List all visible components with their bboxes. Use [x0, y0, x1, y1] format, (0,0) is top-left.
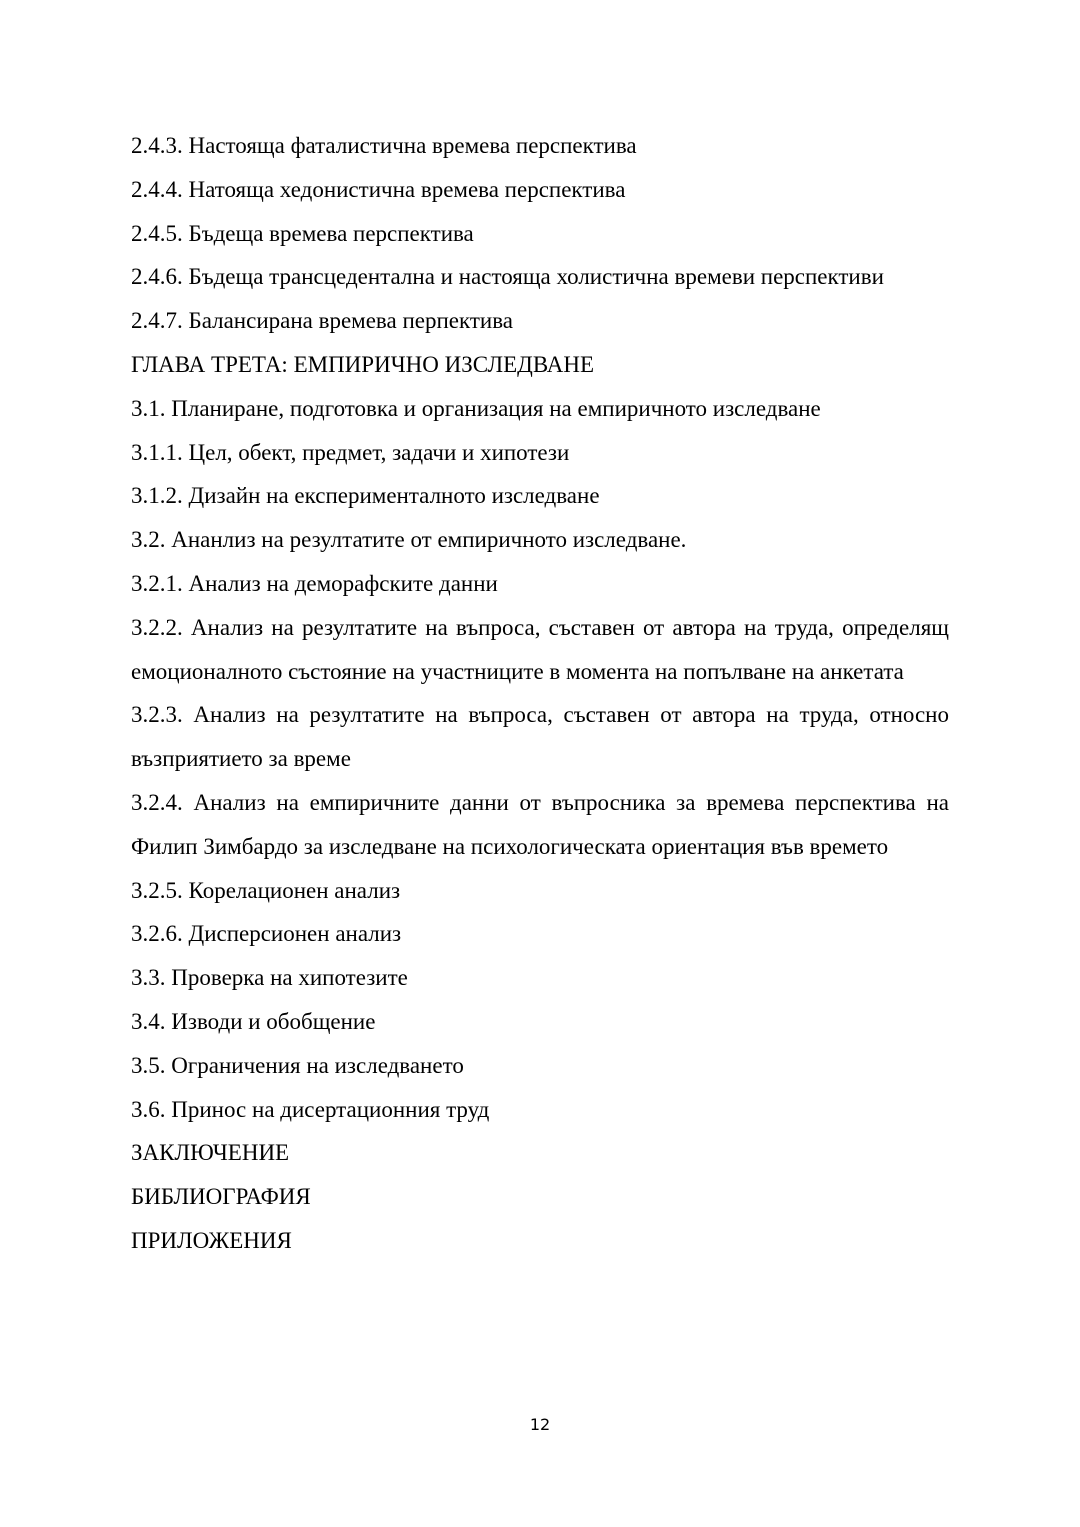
toc-entry: 3.2.1. Анализ на деморафските данни [131, 570, 498, 596]
toc-entry: 3.2.5. Корелационен анализ [131, 877, 401, 903]
toc-entry: 3.1. Планиране, подготовка и организация на емпиричното изследване [131, 395, 821, 421]
toc-entry: 2.4.7. Балансирана времева перпектива [131, 308, 513, 334]
page-number: 12 [529, 1415, 551, 1434]
toc-entry: 3.1.2. Дизайн на експерименталното изследване [131, 483, 600, 509]
toc-entry: 2.4.6. Бъдеща трансцедентална и настояща холистична времеви перспективи [131, 264, 884, 290]
toc-entry: 3.5. Ограничения на изследването [131, 1052, 464, 1078]
toc-entry: 3.3. Проверка на хипотезите [131, 965, 408, 991]
table-of-contents [131, 124, 949, 1263]
section-heading-conclusion: ЗАКЛЮЧЕНИЕ [131, 1140, 290, 1166]
toc-entry: 3.2. Ананлиз на резултатите от емпиричното изследване. [131, 527, 687, 553]
section-heading-appendices: ПРИЛОЖЕНИЯ [131, 1227, 292, 1253]
toc-entry: 3.4. Изводи и обобщение [131, 1008, 376, 1034]
toc-entry: 3.6. Принос на дисертационния труд [131, 1096, 490, 1122]
toc-entry: 3.2.3. Анализ на резултатите на въпроса, съставен от автора на труда, относно възприятието за време [131, 702, 949, 772]
toc-entry: 3.2.4. Анализ на емпиричните данни от въпросника за времева перспектива на Филип Зимбардо за изследване на психологическата ориентация във времето [131, 789, 949, 859]
toc-entry: 2.4.5. Бъдеща времева перспектива [131, 220, 474, 246]
toc-entry: 3.1.1. Цел, обект, предмет, задачи и хипотези [131, 439, 570, 465]
toc-entry: 3.2.6. Дисперсионен анализ [131, 921, 402, 947]
chapter-heading: ГЛАВА ТРЕТА: ЕМПИРИЧНО ИЗСЛЕДВАНЕ [131, 351, 595, 377]
toc-entry: 2.4.4. Натояща хедонистична времева перспектива [131, 176, 626, 202]
toc-entry: 3.2.2. Анализ на резултатите на въпроса, съставен от автора на труда, определящ емоционалното състояние на участниците в момента на попълване на анкетата [131, 614, 949, 684]
toc-entry: 2.4.3. Настояща фаталистична времева перспектива [131, 133, 637, 158]
section-heading-bibliography: БИБЛИОГРАФИЯ [131, 1184, 311, 1210]
